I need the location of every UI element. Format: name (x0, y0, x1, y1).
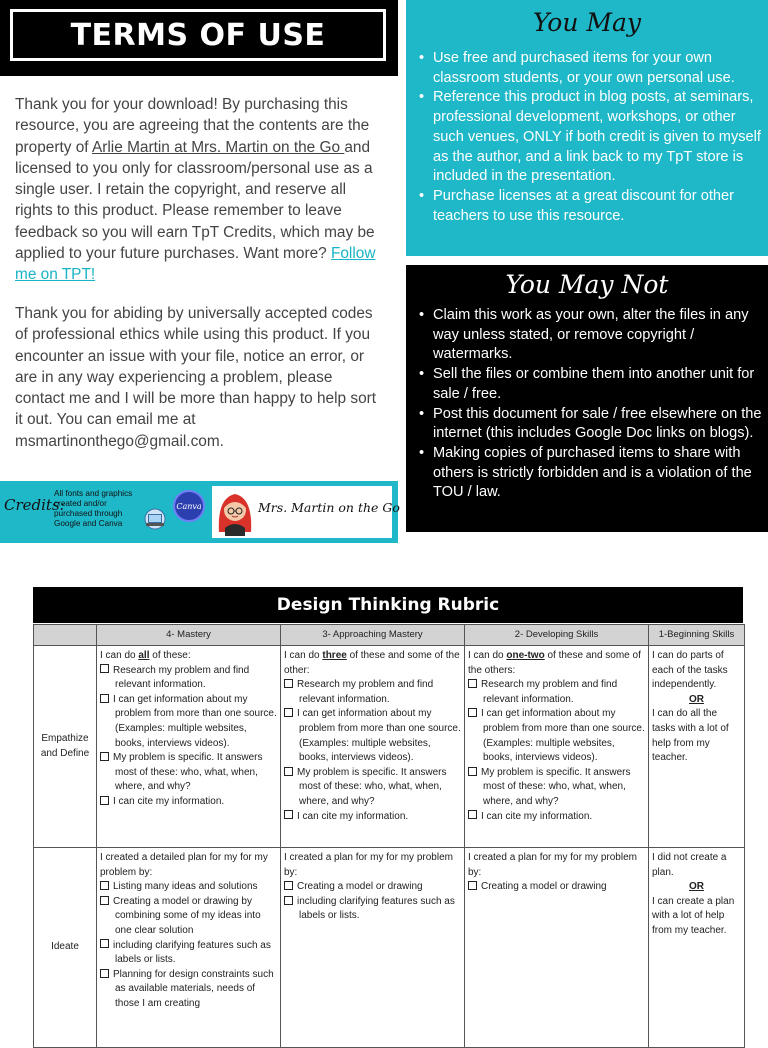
list-item: • Post this document for sale / free elsewhere on the internet (this includes Google Doc links on blogs). (415, 405, 763, 444)
cell-text: I did not create a plan. (652, 852, 727, 878)
checklist-item (100, 895, 277, 939)
checklist-item (468, 880, 645, 895)
cell-intro: of these and some of the other: (284, 650, 460, 676)
checklist-item (100, 939, 277, 968)
checkbox-icon (100, 752, 109, 761)
list-item: • Making copies of purchased items to share with others is strictly forbidden and is a violation of the TOU / law. (415, 444, 763, 503)
checklist-item (468, 810, 645, 825)
cell-intro: of these: (149, 650, 191, 661)
checkbox-icon (468, 881, 477, 890)
checklist-item (284, 707, 461, 765)
intro-text-b: and licensed to you only for classroom/personal use as a single user. I retain the copyright, and reserve all rights to this product. Please remember to leave feedback so you will earn TpT Credits, which may be applied to your future purchases. Want more? (15, 138, 375, 263)
title-banner (0, 0, 398, 76)
cell-intro: I created a plan for my for my problem by: (284, 852, 453, 878)
cell-intro: I can do (468, 650, 507, 661)
cell-emphasis: one-two (506, 650, 545, 661)
checklist-item (100, 751, 277, 795)
checklist-item (284, 880, 461, 895)
list-item: • Sell the files or combine them into another unit for sale / free. (415, 365, 763, 404)
cell-text: I can create a plan with a lot of help from my teacher. (652, 895, 735, 936)
checklist-item (284, 895, 461, 924)
row-label: Empathize and Define (34, 646, 97, 848)
intro-text-a: Thank you for your download! By purchasing this resource, you are agreeing that the contents are the property of (15, 96, 370, 156)
checklist-text: including clarifying features such as labels or lists. (113, 939, 271, 966)
checklist-text: My problem is specific. It answers most of these: who, what, when, where, and why? (481, 766, 631, 807)
checkbox-icon (284, 708, 293, 717)
checkbox-icon (100, 881, 109, 890)
checkbox-icon (468, 708, 477, 717)
checklist-text: I can get information about my problem from more than one source. (Examples: multiple websites, books, interviews videos). (481, 708, 645, 764)
list-item: • Claim this work as your own, alter the files in any way unless stated, or remove copyright / watermarks. (415, 306, 763, 365)
cell-emphasis: three (322, 650, 347, 661)
checkbox-icon (284, 767, 293, 776)
row-label: Ideate (34, 848, 97, 1048)
checklist-text: I can get information about my problem from more than one source. (Examples: multiple websites, books, interviews videos). (297, 708, 461, 764)
intro-paragraph-2: Thank you for abiding by universally accepted codes of professional ethics while using this product. If you encounter an issue with your file, notice an error, or are in any way experiencing a problem, please contact me and I will be more than happy to help sort it out. You can email me at msmartinonthego@gmail.com. (15, 305, 377, 450)
checkbox-icon (468, 679, 477, 688)
laptop-icon (140, 507, 170, 531)
rubric-cell (97, 646, 281, 848)
rubric-cell (281, 646, 465, 848)
checklist-text: Research my problem and find relevant information. (481, 679, 618, 705)
cell-intro: I can do (284, 650, 323, 661)
rubric-title: Design Thinking Rubric (33, 587, 743, 623)
canva-logo: Canva (173, 490, 205, 522)
rubric-cell (281, 848, 465, 1048)
checklist-item (284, 766, 461, 810)
checklist-item (468, 678, 645, 707)
checklist-item (468, 707, 645, 765)
rubric-cell (649, 646, 745, 848)
you-may-not-title: You May Not (505, 270, 669, 299)
checklist-item (284, 678, 461, 707)
checkbox-icon (468, 767, 477, 776)
checklist-item (100, 880, 277, 895)
checklist-item (100, 664, 277, 693)
checklist-item (284, 810, 461, 825)
checkbox-icon (284, 896, 293, 905)
list-item: • Use free and purchased items for your own classroom students, or your own personal use. (415, 49, 763, 88)
checkbox-icon (100, 796, 109, 805)
checklist-text: Research my problem and find relevant information. (297, 679, 434, 705)
or-label: OR (689, 881, 704, 893)
cell-intro: I created a plan for my for my problem by: (468, 852, 637, 878)
checklist-item (100, 968, 277, 1012)
rubric-cell (465, 848, 649, 1048)
checkbox-icon (100, 939, 109, 948)
rubric-cell (465, 646, 649, 848)
cell-emphasis: all (138, 650, 150, 661)
checkbox-icon (100, 969, 109, 978)
checkbox-icon (100, 694, 109, 703)
cell-intro: I can do (100, 650, 139, 661)
rubric-table (33, 624, 745, 1048)
you-may-list (415, 49, 763, 226)
avatar-icon (215, 488, 255, 536)
checklist-text: I can cite my information. (481, 810, 593, 822)
column-header: 4- Mastery (97, 625, 281, 646)
checkbox-icon (284, 881, 293, 890)
checklist-item (468, 766, 645, 810)
checkbox-icon (100, 896, 109, 905)
checkbox-icon (468, 810, 477, 819)
credits-text: All fonts and graphics created and/or purchased through Google and Canva (54, 489, 133, 528)
column-header: 2- Developing Skills (465, 625, 649, 646)
brand-name: Mrs. Martin on the Go (258, 500, 400, 515)
rubric-cell (649, 848, 745, 1048)
you-may-not-list (415, 306, 763, 503)
list-item: • Purchase licenses at a great discount for other teachers to use this resource. (415, 187, 763, 226)
checklist-text: Creating a model or drawing by combining some of my ideas into one clear solution (113, 895, 261, 936)
column-header (34, 625, 97, 646)
rubric-cell (97, 848, 281, 1048)
checklist-text: Creating a model or drawing (481, 881, 607, 893)
checkbox-icon (284, 679, 293, 688)
checklist-text: I can get information about my problem from more than one source. (Examples: multiple websites, books, interviews videos). (113, 693, 277, 749)
list-item: • Reference this product in blog posts, at seminars, professional development, workshops, or other such venues, ONLY if both credit is given to myself as the author, and a link back to my TpT store is included in the presentation. (415, 88, 763, 187)
checklist-text: I can cite my information. (113, 795, 225, 807)
cell-intro: of these and some of the others: (468, 650, 641, 676)
checkbox-icon (284, 810, 293, 819)
checklist-item (100, 693, 277, 751)
intro-paragraph-1 (15, 94, 385, 286)
table-row (34, 646, 745, 848)
column-header: 1-Beginning Skills (649, 625, 745, 646)
checkbox-icon (100, 664, 109, 673)
checklist-text: Planning for design constraints such as available materials, needs of those I am creating (113, 968, 274, 1009)
checklist-text: My problem is specific. It answers most of these: who, what, when, where, and why? (113, 752, 263, 793)
you-may-title: You May (532, 8, 642, 37)
page-title: TERMS OF USE (10, 9, 386, 61)
or-label: OR (689, 693, 704, 705)
owner-name: Arlie Martin at Mrs. Martin on the Go (92, 138, 345, 156)
cell-intro: I created a detailed plan for my for my problem by: (100, 852, 268, 878)
follow-tpt-link[interactable]: Follow me on TPT! (15, 245, 376, 284)
checklist-text: My problem is specific. It answers most of these: who, what, when, where, and why? (297, 766, 447, 807)
rubric-header-row (34, 625, 745, 646)
checklist-text: including clarifying features such as labels or lists. (297, 895, 455, 922)
checklist-text: Listing many ideas and solutions (113, 881, 258, 893)
cell-text: I can do parts of each of the tasks independently. (652, 650, 728, 691)
checklist-text: Creating a model or drawing (297, 881, 423, 893)
checklist-item (100, 795, 277, 810)
checklist-text: I can cite my information. (297, 810, 409, 822)
cell-text: I can do all the tasks with a lot of help from my teacher. (652, 708, 729, 764)
credits-label: Credits: (4, 496, 65, 514)
column-header: 3- Approaching Mastery (281, 625, 465, 646)
checklist-text: Research my problem and find relevant information. (113, 664, 250, 691)
table-row (34, 848, 745, 1048)
